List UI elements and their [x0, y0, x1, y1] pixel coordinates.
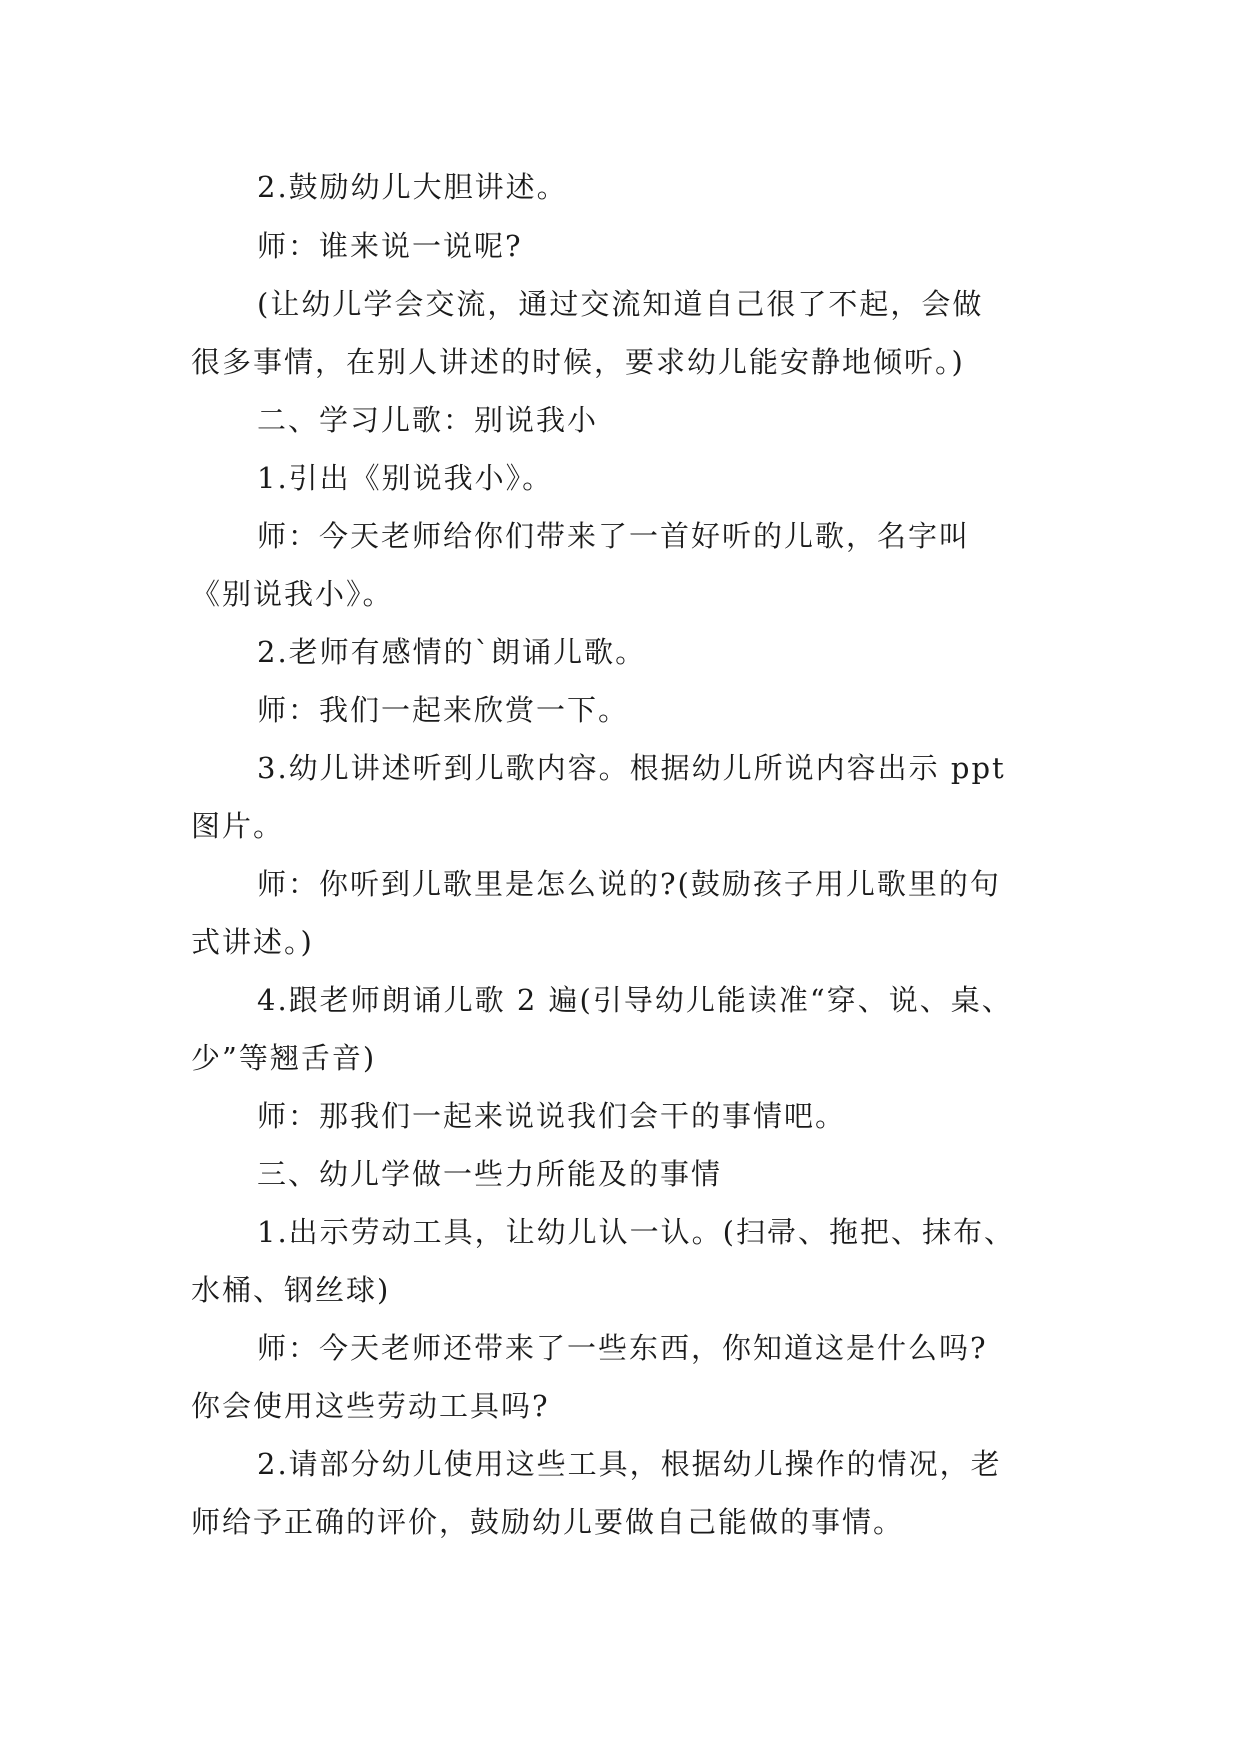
paragraph-line-2: 师：谁来说一说呢?: [257, 229, 523, 263]
paragraph-line-9: 2.老师有感情的`朗诵儿歌。: [257, 635, 647, 669]
paragraph-line-3: (让幼儿学会交流，通过交流知道自己很了不起，会做: [257, 287, 984, 321]
paragraph-line-7: 师：今天老师给你们带来了一首好听的儿歌，名字叫: [257, 519, 971, 553]
paragraph-line-20: 水桶、钢丝球): [191, 1273, 391, 1307]
paragraph-line-14: 式讲述。): [191, 925, 314, 959]
paragraph-line-1: 2.鼓励幼儿大胆讲述。: [257, 170, 568, 204]
paragraph-line-13: 师：你听到儿歌里是怎么说的?(鼓励孩子用儿歌里的句: [257, 867, 1001, 901]
paragraph-line-4: 很多事情，在别人讲述的时候，要求幼儿能安静地倾听。): [191, 345, 965, 379]
paragraph-line-19: 1.出示劳动工具，让幼儿认一认。(扫帚、拖把、抹布、: [257, 1215, 1015, 1249]
paragraph-line-10: 师：我们一起来欣赏一下。: [257, 693, 630, 727]
paragraph-line-23: 2.请部分幼儿使用这些工具，根据幼儿操作的情况，老: [257, 1447, 1002, 1481]
section-heading-3: 三、幼儿学做一些力所能及的事情: [257, 1157, 723, 1191]
section-heading-2: 二、学习儿歌：别说我小: [257, 403, 599, 437]
paragraph-line-24: 师给予正确的评价，鼓励幼儿要做自己能做的事情。: [191, 1505, 905, 1539]
paragraph-line-21: 师：今天老师还带来了一些东西，你知道这是什么吗?: [257, 1331, 988, 1365]
paragraph-line-12: 图片。: [191, 809, 285, 843]
paragraph-line-17: 师：那我们一起来说说我们会干的事情吧。: [257, 1099, 847, 1133]
paragraph-line-6: 1.引出《别说我小》。: [257, 461, 554, 495]
paragraph-line-15: 4.跟老师朗诵儿歌 2 遍(引导幼儿能读准“穿、说、桌、: [257, 983, 1013, 1017]
paragraph-line-8: 《别说我小》。: [191, 577, 394, 611]
paragraph-line-22: 你会使用这些劳动工具吗?: [191, 1389, 550, 1423]
paragraph-line-16: 少”等翘舌音): [191, 1041, 377, 1075]
paragraph-line-11: 3.幼儿讲述听到儿歌内容。根据幼儿所说内容出示 ppt: [257, 751, 1006, 785]
